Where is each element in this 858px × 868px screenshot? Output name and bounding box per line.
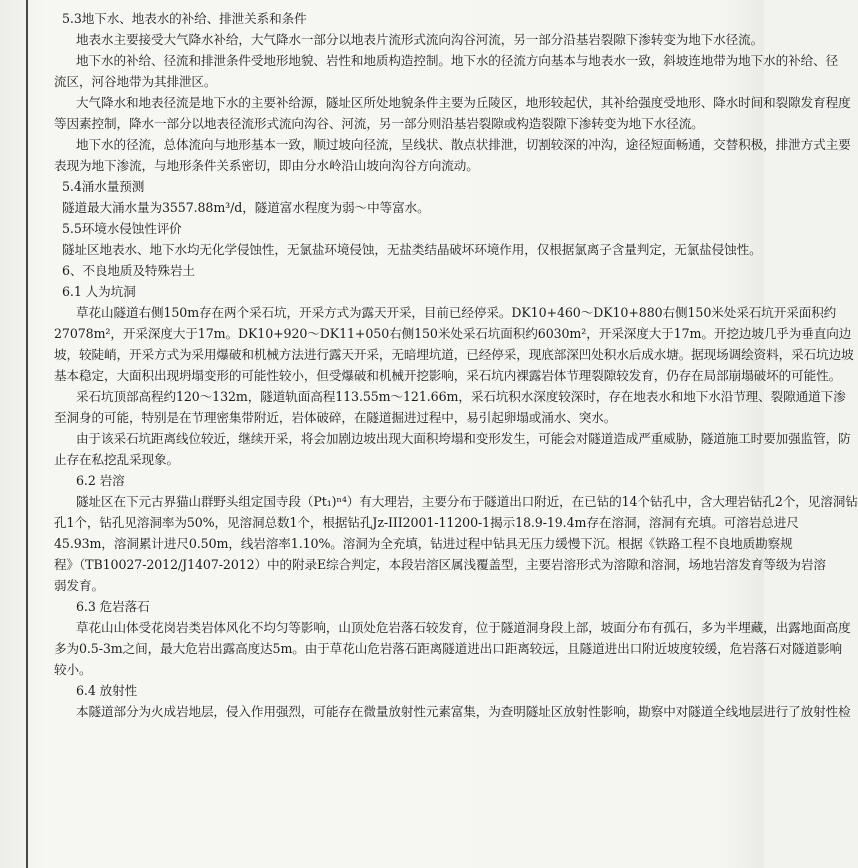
text-line: 等因素控制，降水一部分以地表径流形式流向沟谷、河流，另一部分则沿基岩裂隙或构造裂隙下渗转变为地下水径流。 — [54, 116, 704, 131]
text-line: 坡，较陡峭，开采方式为采用爆破和机械方法进行露天开采，无暗埋坑道，已经停采，现底部深凹处积水后成水塘。据现场调绘资料，采石坑边坡 — [54, 347, 854, 362]
text-line: 采石坑顶部高程约120～132m，隧道轨面高程113.55m～121.66m，采石坑积水深度较深时，存在地表水和地下水沿节理、裂隙通道下渗 — [76, 389, 846, 404]
section-heading: 6.1 人为坑洞 — [62, 284, 136, 299]
section-heading: 5.3地下水、地表水的补给、排泄关系和条件 — [62, 11, 307, 26]
text-line: 隧道最大涌水量为3557.88m³/d，隧道富水程度为弱～中等富水。 — [62, 200, 430, 215]
section-heading: 6、不良地质及特殊岩土 — [62, 263, 195, 278]
text-line: 孔1个，钻孔见溶洞率为50%，见溶洞总数1个，根据钻孔Jz-III2001-11200-1揭示18.9-19.4m存在溶洞，溶洞有充填。可溶岩总进尺 — [54, 515, 799, 530]
text-line: 地下水的补给、径流和排泄条件受地形地貌、岩性和地质构造控制。地下水的径流方向基本与地表水一致，斜坡连地带为地下水的补给、径 — [76, 53, 839, 68]
text-line: 草花山隧道右侧150m存在两个采石坑，开采方式为露天开采，目前已经停采。DK10+460～DK10+880右侧150米处采石坑开采面积约 — [76, 305, 837, 320]
text-line: 本隧道部分为火成岩地层，侵入作用强烈，可能存在微量放射性元素富集，为查明隧址区放射性影响，勘察中对隧道全线地层进行了放射性检 — [76, 704, 851, 719]
section-heading: 5.5环境水侵蚀性评价 — [62, 221, 182, 236]
text-line: 45.93m，溶洞累计进尺0.50m，线岩溶率1.10%。溶洞为全充填，钻进过程中钻具无压力缓慢下沉。根据《铁路工程不良地质勘察规 — [54, 536, 793, 551]
binding-margin-line — [26, 0, 28, 868]
text-line: 表现为地下渗流，与地形条件关系密切，即由分水岭沿山坡向沟谷方向流动。 — [54, 158, 479, 173]
text-line: 弱发育。 — [54, 578, 104, 593]
text-line: 基本稳定，大面积出现坍塌变形的可能性较小，但受爆破和机械开挖影响，采石坑内裸露岩体节理裂隙较发育，仍存在局部崩塌破坏的可能性。 — [54, 368, 842, 383]
section-heading: 6.2 岩溶 — [76, 473, 125, 488]
text-line: 大气降水和地表径流是地下水的主要补给源，隧址区所处地貌条件主要为丘陵区，地形较起伏，其补给强度受地形、降水时间和裂隙发育程度 — [76, 95, 851, 110]
text-line: 27078m²，开采深度大于17m。DK10+920～DK11+050右侧150米处采石坑面积约6030m²，开采深度大于17m。开挖边坡几乎为垂直向边 — [54, 326, 852, 341]
text-line: 草花山山体受花岗岩类岩体风化不均匀等影响，山顶处危岩落石较发育，位于隧道洞身段上部，坡面分布有孤石，多为半埋藏，出露地面高度 — [76, 620, 851, 635]
text-line: 地下水的径流，总体流向与地形基本一致，顺过坡向径流，呈线状、散点状排泄，切割较深的冲沟，途径短面畅通，交替积极，排泄方式主要 — [76, 137, 851, 152]
text-line: 流区，河谷地带为其排泄区。 — [54, 74, 217, 89]
section-heading: 5.4涌水量预测 — [62, 179, 145, 194]
text-line: 地表水主要接受大气降水补给，大气降水一部分以地表片流形式流向沟谷河流，另一部分沿基岩裂隙下渗转变为地下水径流。 — [76, 32, 764, 47]
text-line: 程》（TB10027-2012/J1407-2012）中的附录E综合判定，本段岩溶区属浅覆盖型，主要岩溶形式为溶隙和溶洞，场地岩溶发育等级为岩溶 — [54, 557, 826, 572]
text-line: 至洞身的可能，特别是在节理密集带附近，岩体破碎，在隧道掘进过程中，易引起卵塌或涌水、突水。 — [54, 410, 617, 425]
text-line: 隧址区地表水、地下水均无化学侵蚀性，无氯盐环境侵蚀，无盐类结晶破坏环境作用，仅根据氯离子含量判定，无氯盐侵蚀性。 — [62, 242, 762, 257]
text-line: 由于该采石坑距离线位较近，继续开采，将会加剧边坡出现大面积垮塌和变形发生，可能会对隧道造成严重威胁，隧道施工时要加强监管，防 — [76, 431, 851, 446]
section-heading: 6.3 危岩落石 — [76, 599, 150, 614]
document-body — [54, 8, 858, 722]
section-heading: 6.4 放射性 — [76, 683, 138, 698]
text-line: 止存在私挖乱采现象。 — [54, 452, 179, 467]
text-line: 多为0.5-3m之间，最大危岩出露高度达5m。由于草花山危岩落石距离隧道进出口距离较远，且隧道进出口附近坡度较缓，危岩落石对隧道影响 — [54, 641, 843, 656]
text-line: 隧址区在下元古界猫山群野头组定国寺段（Pt₁)ⁿ⁴）有大理岩，主要分布于隧道出口附近，在已钻的14个钻孔中，含大理岩钻孔2个，见溶洞钻 — [76, 494, 858, 509]
text-line: 较小。 — [54, 662, 92, 677]
